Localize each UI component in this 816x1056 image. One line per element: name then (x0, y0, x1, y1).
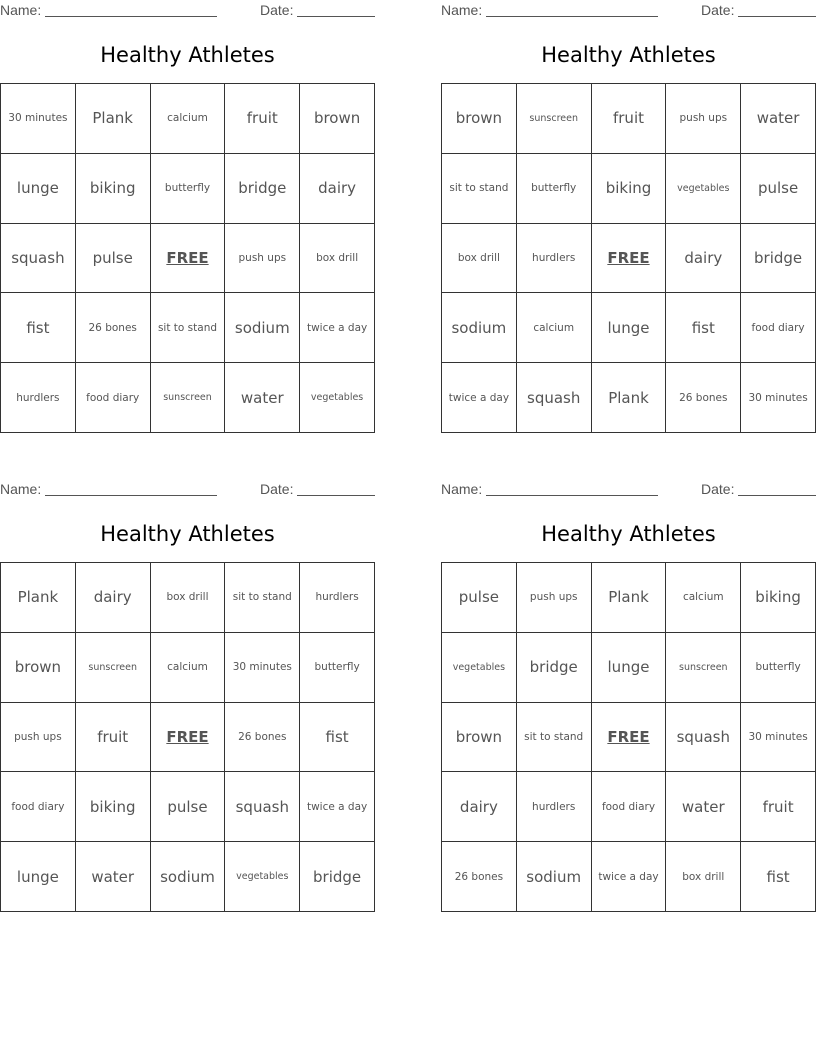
name-label: Name: (441, 2, 483, 18)
name-blank-line (486, 16, 658, 17)
bingo-cell: brown (1, 633, 76, 703)
bingo-cell: biking (741, 563, 816, 633)
bingo-cell: fruit (741, 772, 816, 842)
bingo-cell: butterfly (517, 154, 592, 224)
bingo-cell: water (76, 842, 151, 912)
bingo-cell: pulse (151, 772, 226, 842)
card-title: Healthy Athletes (100, 43, 275, 67)
card-title: Healthy Athletes (100, 522, 275, 546)
bingo-cell: box drill (442, 224, 517, 294)
date-label: Date: (260, 481, 294, 497)
bingo-cell: fist (1, 293, 76, 363)
bingo-cell: sunscreen (517, 84, 592, 154)
bingo-cell: hurdlers (517, 224, 592, 294)
bingo-cell: bridge (300, 842, 375, 912)
date-label: Date: (701, 2, 735, 18)
bingo-cell: calcium (151, 633, 226, 703)
bingo-cell: twice a day (442, 363, 517, 433)
name-label: Name: (0, 2, 42, 18)
bingo-cell: food diary (741, 293, 816, 363)
bingo-cell: biking (76, 154, 151, 224)
bingo-cell: sit to stand (442, 154, 517, 224)
card-title: Healthy Athletes (541, 43, 716, 67)
bingo-cell: squash (225, 772, 300, 842)
bingo-cell: water (225, 363, 300, 433)
bingo-card (441, 0, 816, 433)
bingo-cell: twice a day (592, 842, 667, 912)
bingo-cell: pulse (76, 224, 151, 294)
card-header (441, 0, 816, 20)
bingo-cell: sit to stand (151, 293, 226, 363)
date-label: Date: (260, 2, 294, 18)
bingo-cell: sodium (225, 293, 300, 363)
bingo-cell: sit to stand (225, 563, 300, 633)
bingo-cell: 30 minutes (741, 703, 816, 773)
card-header (0, 0, 375, 20)
bingo-grid (441, 562, 816, 912)
bingo-cell: butterfly (741, 633, 816, 703)
bingo-cell: push ups (1, 703, 76, 773)
bingo-cell: sunscreen (151, 363, 226, 433)
bingo-cell: lunge (1, 842, 76, 912)
date-label: Date: (701, 481, 735, 497)
bingo-cell: biking (76, 772, 151, 842)
bingo-cell: fist (666, 293, 741, 363)
bingo-cell: sunscreen (666, 633, 741, 703)
free-space-cell: FREE (592, 703, 667, 773)
bingo-cell: calcium (666, 563, 741, 633)
bingo-cell: lunge (592, 293, 667, 363)
bingo-cell: bridge (225, 154, 300, 224)
card-header (441, 479, 816, 499)
bingo-cell: water (666, 772, 741, 842)
bingo-cell: squash (666, 703, 741, 773)
bingo-cell: twice a day (300, 293, 375, 363)
bingo-cell: 30 minutes (225, 633, 300, 703)
bingo-cell: water (741, 84, 816, 154)
bingo-cell: vegetables (225, 842, 300, 912)
bingo-card (441, 479, 816, 912)
bingo-cell: push ups (225, 224, 300, 294)
bingo-cell: dairy (300, 154, 375, 224)
bingo-cell: brown (442, 703, 517, 773)
name-label: Name: (441, 481, 483, 497)
bingo-cell: hurdlers (1, 363, 76, 433)
bingo-cell: sodium (151, 842, 226, 912)
free-space-cell: FREE (151, 703, 226, 773)
bingo-cell: 26 bones (225, 703, 300, 773)
bingo-cell: fruit (592, 84, 667, 154)
bingo-cell: sunscreen (76, 633, 151, 703)
bingo-cell: food diary (1, 772, 76, 842)
bingo-cell: Plank (592, 363, 667, 433)
bingo-cell: vegetables (300, 363, 375, 433)
bingo-cell: bridge (741, 224, 816, 294)
date-blank-line (297, 16, 375, 17)
bingo-cell: brown (442, 84, 517, 154)
bingo-grid (441, 83, 816, 433)
bingo-cell: twice a day (300, 772, 375, 842)
bingo-cell: bridge (517, 633, 592, 703)
bingo-cell: box drill (151, 563, 226, 633)
date-blank-line (738, 495, 816, 496)
name-blank-line (486, 495, 658, 496)
bingo-grid (0, 83, 375, 433)
bingo-cell: biking (592, 154, 667, 224)
bingo-cell: sodium (442, 293, 517, 363)
free-space-cell: FREE (592, 224, 667, 294)
bingo-cell: hurdlers (300, 563, 375, 633)
bingo-cell: 26 bones (666, 363, 741, 433)
bingo-cell: dairy (666, 224, 741, 294)
bingo-cell: food diary (592, 772, 667, 842)
bingo-cell: calcium (151, 84, 226, 154)
bingo-cell: Plank (592, 563, 667, 633)
bingo-cell: 30 minutes (1, 84, 76, 154)
date-blank-line (738, 16, 816, 17)
bingo-cell: food diary (76, 363, 151, 433)
bingo-grid (0, 562, 375, 912)
bingo-cell: vegetables (442, 633, 517, 703)
bingo-cell: calcium (517, 293, 592, 363)
bingo-cell: push ups (666, 84, 741, 154)
bingo-cell: vegetables (666, 154, 741, 224)
bingo-cell: fist (300, 703, 375, 773)
bingo-cell: squash (1, 224, 76, 294)
name-label: Name: (0, 481, 42, 497)
bingo-cell: 26 bones (76, 293, 151, 363)
bingo-cell: 30 minutes (741, 363, 816, 433)
bingo-cell: pulse (442, 563, 517, 633)
bingo-card (0, 479, 375, 912)
bingo-cell: 26 bones (442, 842, 517, 912)
bingo-cell: squash (517, 363, 592, 433)
bingo-cell: brown (300, 84, 375, 154)
card-title: Healthy Athletes (541, 522, 716, 546)
bingo-card (0, 0, 375, 433)
bingo-cell: dairy (76, 563, 151, 633)
bingo-cell: dairy (442, 772, 517, 842)
bingo-cell: box drill (666, 842, 741, 912)
bingo-cell: fruit (225, 84, 300, 154)
bingo-cell: pulse (741, 154, 816, 224)
bingo-cell: lunge (1, 154, 76, 224)
bingo-cell: hurdlers (517, 772, 592, 842)
bingo-cell: fist (741, 842, 816, 912)
bingo-cell: push ups (517, 563, 592, 633)
date-blank-line (297, 495, 375, 496)
bingo-cell: box drill (300, 224, 375, 294)
name-blank-line (45, 495, 217, 496)
bingo-cell: sit to stand (517, 703, 592, 773)
bingo-cell: butterfly (300, 633, 375, 703)
card-header (0, 479, 375, 499)
name-blank-line (45, 16, 217, 17)
bingo-cell: fruit (76, 703, 151, 773)
free-space-cell: FREE (151, 224, 226, 294)
bingo-cell: Plank (1, 563, 76, 633)
bingo-cell: butterfly (151, 154, 226, 224)
bingo-cell: lunge (592, 633, 667, 703)
bingo-cell: sodium (517, 842, 592, 912)
bingo-cell: Plank (76, 84, 151, 154)
